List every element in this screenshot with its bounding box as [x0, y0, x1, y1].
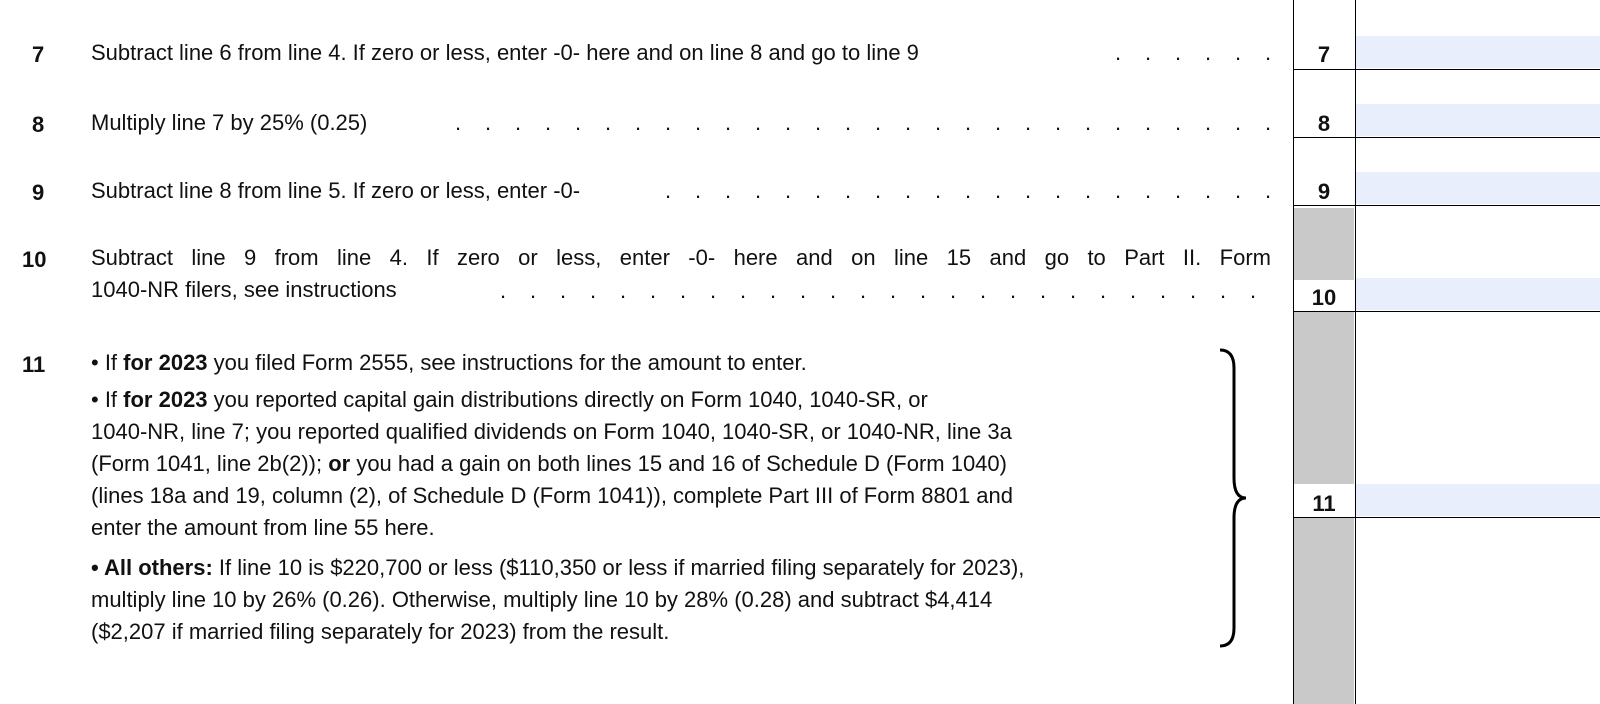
amount-field-line-9[interactable] [1356, 172, 1600, 204]
line-8-text: Multiply line 7 by 25% (0.25) [91, 110, 368, 135]
box-label-7: 7 [1317, 42, 1331, 67]
amount-field-line-7[interactable] [1356, 36, 1600, 68]
row-divider [1294, 311, 1600, 312]
text-line: (lines 18a and 19, column (2), of Schedule D (Form 1041)), complete Part III of Form 8801 and [91, 483, 1014, 508]
line-number-10: 10 [22, 247, 47, 272]
box-label-11: 11 [1312, 491, 1336, 516]
text-fragment: you had a gain on both lines 15 and 16 of Schedule D (Form 1040) [350, 451, 1007, 476]
right-brace-icon [1212, 348, 1252, 648]
line-11-bullet-2 [91, 384, 1013, 544]
row-divider [1294, 517, 1600, 518]
text-fragment: you filed Form 2555, see instructions for the amount to enter. [207, 350, 807, 375]
amount-field-line-8[interactable] [1356, 104, 1600, 136]
line-number-11: 11 [22, 352, 46, 377]
text-fragment: • If [91, 350, 124, 375]
text-fragment: you reported capital gain distributions directly on Form 1040, 1040-SR, or [207, 387, 928, 412]
bold-text: for 2023 [123, 350, 208, 375]
shaded-area-line-10 [1294, 208, 1354, 280]
amount-field-line-10[interactable] [1356, 278, 1600, 310]
leader-dots: . . . . . . . . . . . . . . . . . . . . . . . . . . . . [454, 110, 1272, 135]
line-10-text-2: 1040-NR filers, see instructions [91, 277, 397, 302]
line-9-text: Subtract line 8 from line 5. If zero or less, enter -0- [91, 178, 581, 203]
box-label-10: 10 [1311, 285, 1337, 310]
box-label-8: 8 [1317, 111, 1331, 136]
shaded-area-line-11-bottom [1294, 518, 1354, 704]
row-divider [1294, 205, 1600, 206]
text-line: 1040-NR, line 7; you reported qualified dividends on Form 1040, 1040-SR, or 1040-NR, line 3a [91, 419, 1012, 444]
text-line: ($2,207 if married filing separately for 2023) from the result. [91, 619, 670, 644]
bold-text: • All others: [91, 555, 213, 580]
text-fragment: • If [91, 387, 124, 412]
box-label-9: 9 [1317, 179, 1331, 204]
row-divider [1294, 69, 1600, 70]
line-11-bullet-1 [91, 347, 807, 379]
bold-text: or [328, 451, 351, 476]
line-7-text: Subtract line 6 from line 4. If zero or less, enter -0- here and on line 8 and go to line 9 [91, 40, 919, 65]
line-10-text-1: Subtract line 9 from line 4. If zero or less, enter -0- here and on line 15 and go to Part II. Form [91, 245, 1271, 270]
row-divider [1294, 137, 1600, 138]
text-line: multiply line 10 by 26% (0.26). Otherwise, multiply line 10 by 28% (0.28) and subtract $4,414 [91, 587, 993, 612]
column-divider-left [1293, 0, 1294, 704]
line-number-9: 9 [32, 180, 45, 205]
leader-dots: . . . . . . . . . . . . . . . . . . . . . . . . . . [499, 278, 1257, 303]
text-fragment: (Form 1041, line 2b(2)); [91, 451, 329, 476]
text-line: enter the amount from line 55 here. [91, 515, 435, 540]
shaded-area-line-11-top [1294, 312, 1354, 484]
amount-field-line-11[interactable] [1356, 484, 1600, 516]
leader-dots: . . . . . . [1114, 40, 1272, 65]
column-divider-right [1355, 0, 1356, 704]
line-number-7: 7 [32, 42, 45, 67]
bold-text: for 2023 [123, 387, 208, 412]
text-fragment: If line 10 is $220,700 or less ($110,350 or less if married filing separately for 2023), [212, 555, 1025, 580]
leader-dots: . . . . . . . . . . . . . . . . . . . . . [664, 178, 1272, 203]
line-11-bullet-3 [91, 552, 1024, 648]
line-number-8: 8 [32, 112, 45, 137]
